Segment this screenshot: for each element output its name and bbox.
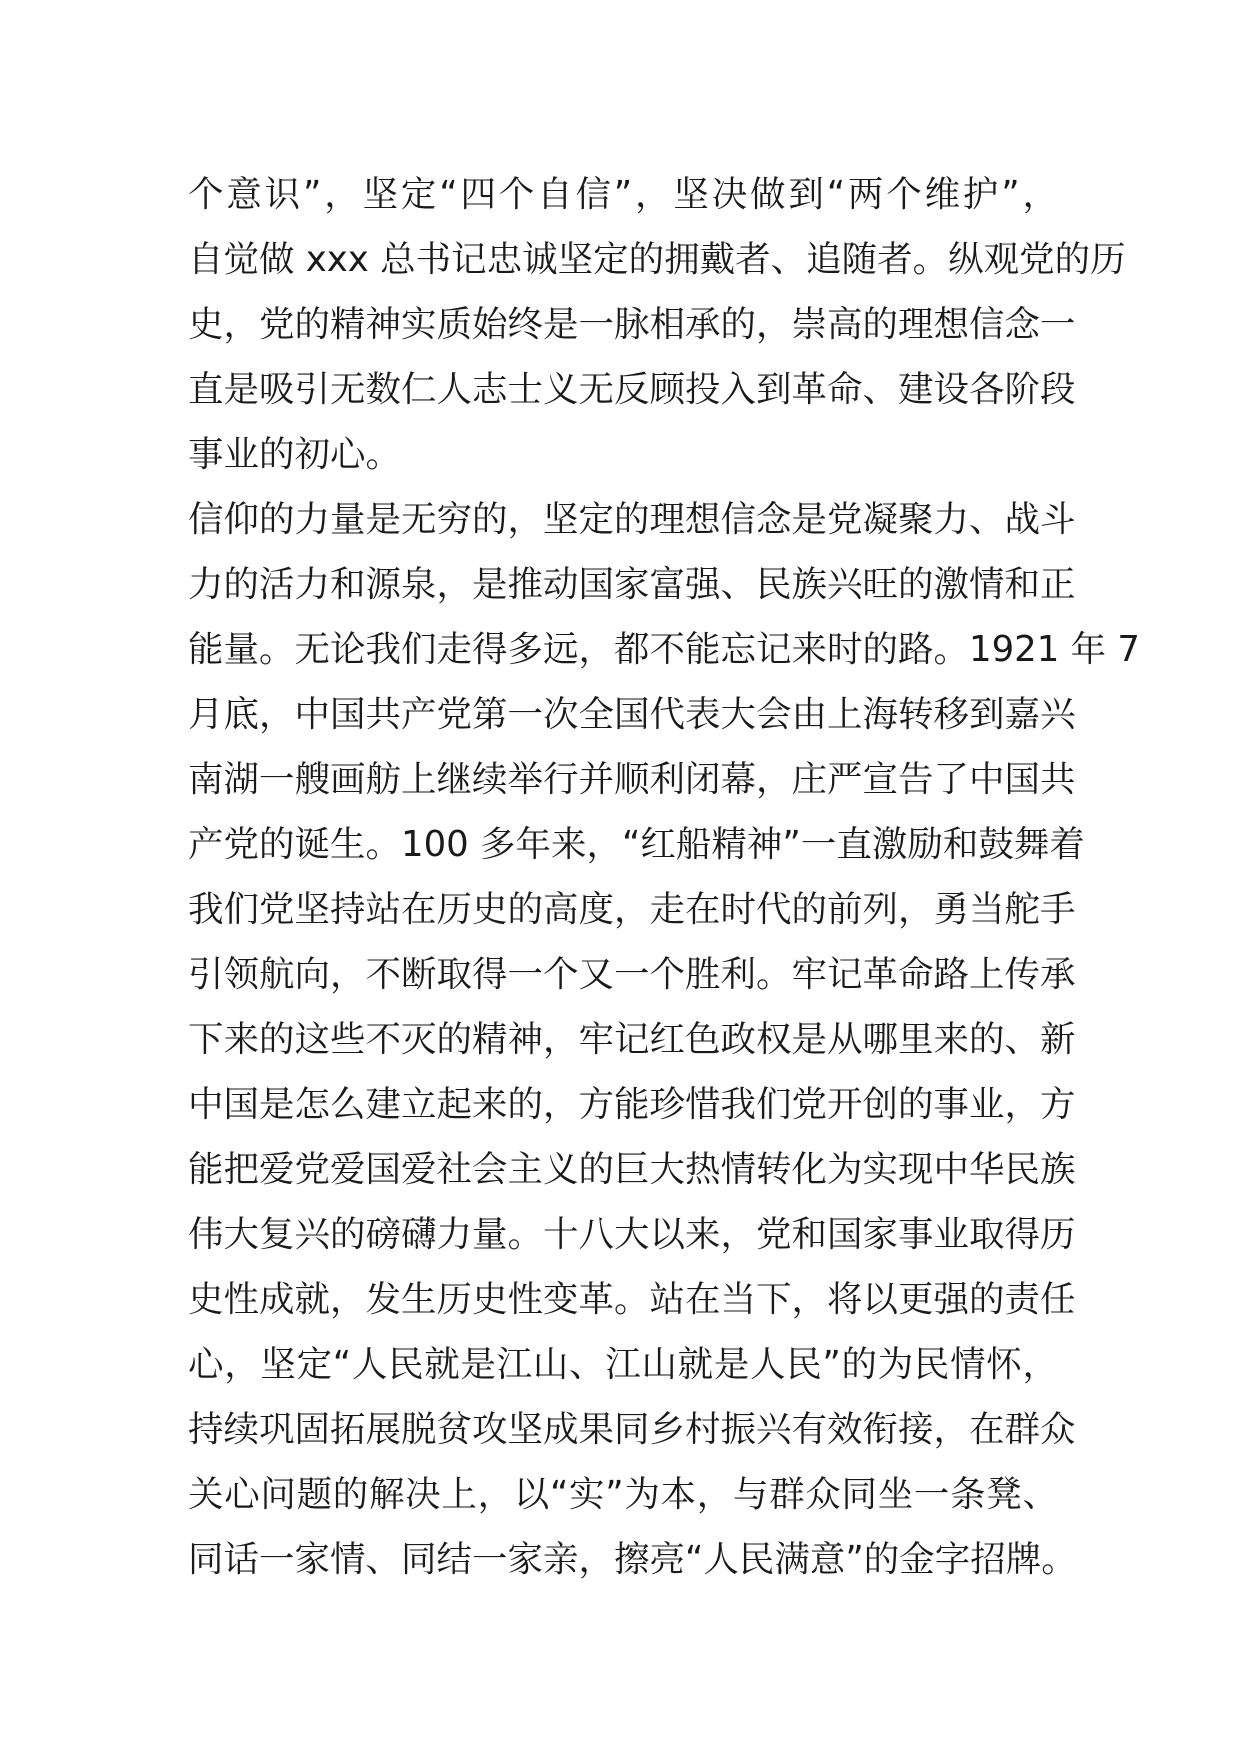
text-line: 我们党坚持站在历史的高度，走在时代的前列，勇当舵手: [188, 889, 1076, 930]
text-line: 史性成就，发生历史性变革。站在当下，将以更强的责任: [188, 1279, 1076, 1320]
text-line: 自觉做 xxx 总书记忠诚坚定的拥戴者、追随者。纵观党的历: [188, 239, 1126, 280]
paragraph-2: [188, 487, 1141, 1592]
text-line: 直是吸引无数仁人志士义无反顾投入到革命、建设各阶段: [188, 369, 1076, 410]
text-line: 引领航向，不断取得一个又一个胜利。牢记革命路上传承: [188, 954, 1076, 995]
text-line: 能把爱党爱国爱社会主义的巨大热情转化为实现中华民族: [188, 1149, 1076, 1190]
text-line: 伟大复兴的磅礴力量。十八大以来，党和国家事业取得历: [188, 1214, 1076, 1255]
text-line: 力的活力和源泉，是推动国家富强、民族兴旺的激情和正: [188, 564, 1076, 605]
text-line: 信仰的力量是无穷的，坚定的理想信念是党凝聚力、战斗: [188, 499, 1076, 540]
text-line: 关心问题的解决上，以“实”为本，与群众同坐一条凳、: [188, 1474, 1058, 1515]
text-line: 个意识”，坚定“四个自信”，坚决做到“两个维护”，: [188, 174, 1058, 215]
text-line: 月底，中国共产党第一次全国代表大会由上海转移到嘉兴: [188, 694, 1076, 735]
text-line: 心，坚定“人民就是江山、江山就是人民”的为民情怀，: [188, 1344, 1058, 1385]
paragraph-1: [188, 162, 1126, 487]
text-line: 同话一家情、同结一家亲，擦亮“人民满意”的金字招牌。: [188, 1539, 1077, 1580]
text-line: 下来的这些不灭的精神，牢记红色政权是从哪里来的、新: [188, 1019, 1076, 1060]
text-line: 中国是怎么建立起来的，方能珍惜我们党开创的事业，方: [188, 1084, 1076, 1125]
document-page: [188, 162, 1141, 1592]
text-line: 南湖一艘画舫上继续举行并顺利闭幕，庄严宣告了中国共: [188, 759, 1076, 800]
text-line: 事业的初心。: [188, 434, 402, 475]
text-line: 持续巩固拓展脱贫攻坚成果同乡村振兴有效衔接，在群众: [188, 1409, 1076, 1450]
text-line: 能量。无论我们走得多远，都不能忘记来时的路。1921 年 7: [188, 629, 1141, 670]
text-line: 史，党的精神实质始终是一脉相承的，崇高的理想信念一: [188, 304, 1076, 345]
text-line: 产党的诞生。100 多年来，“红船精神”一直激励和鼓舞着: [188, 824, 1085, 865]
